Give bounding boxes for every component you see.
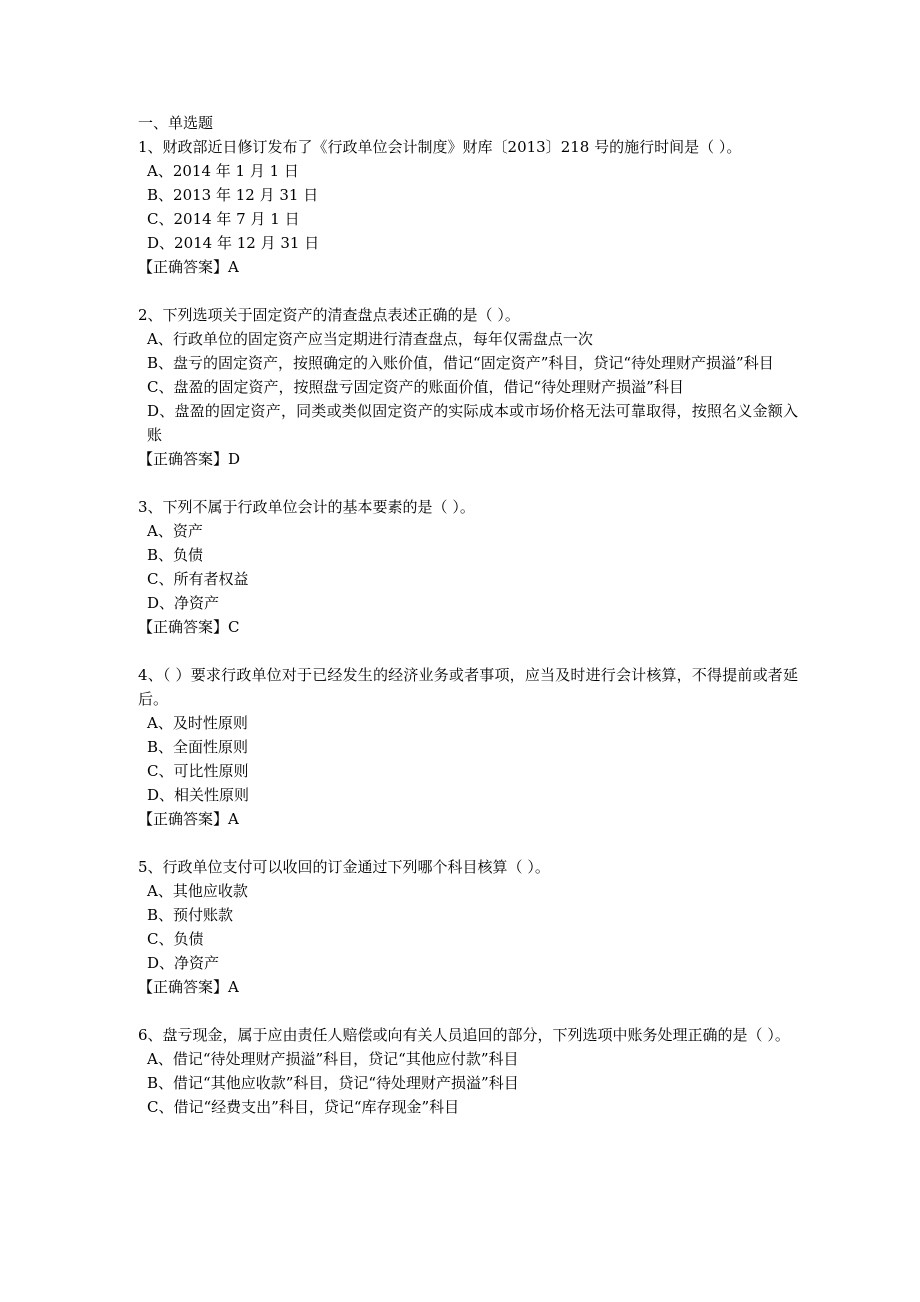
option-d: D、净资产 [147, 954, 220, 972]
option-c: C、盘盈的固定资产，按照盘亏固定资产的账面价值，借记“待处理财产损溢”科目 [147, 378, 684, 396]
option-b: B、盘亏的固定资产，按照确定的入账价值，借记“固定资产”科目，贷记“待处理财产损溢”科目 [147, 354, 774, 372]
document-page [138, 111, 798, 1119]
question-4 [138, 663, 798, 831]
option-c: C、负债 [147, 930, 204, 948]
option-b: B、2013 年 12 月 31 日 [147, 186, 319, 204]
option-a: A、资产 [147, 522, 203, 540]
question-6 [138, 1023, 798, 1119]
option-a: A、及时性原则 [147, 714, 248, 732]
option-a: A、借记“待处理财产损溢”科目，贷记“其他应付款”科目 [147, 1050, 519, 1068]
question-stem: 2、下列选项关于固定资产的清查盘点表述正确的是（ ）。 [138, 306, 520, 324]
option-b: B、借记“其他应收款”科目，贷记“待处理财产损溢”科目 [147, 1074, 519, 1092]
option-c: C、所有者权益 [147, 570, 249, 588]
option-c: C、借记“经费支出”科目，贷记“库存现金”科目 [147, 1098, 460, 1116]
correct-answer: 【正确答案】D [138, 450, 241, 468]
question-stem: 6、盘亏现金，属于应由责任人赔偿或向有关人员追回的部分，下列选项中账务处理正确的是（ ）。 [138, 1026, 790, 1044]
question-1 [138, 135, 798, 279]
question-2 [138, 303, 798, 471]
question-3 [138, 495, 798, 639]
option-a: A、其他应收款 [147, 882, 248, 900]
question-5 [138, 855, 798, 999]
option-d: D、2014 年 12 月 31 日 [147, 234, 320, 252]
option-a: A、2014 年 1 月 1 日 [147, 162, 299, 180]
question-stem: 4、（ ）要求行政单位对于已经发生的经济业务或者事项，应当及时进行会计核算，不得提前或者延后。 [138, 666, 798, 708]
option-b: B、负债 [147, 546, 204, 564]
question-stem: 1、财政部近日修订发布了《行政单位会计制度》财库〔2013〕218 号的施行时间是（ ）。 [138, 138, 742, 156]
option-d: D、净资产 [147, 594, 220, 612]
correct-answer: 【正确答案】A [138, 810, 239, 828]
correct-answer: 【正确答案】A [138, 258, 239, 276]
option-d: D、盘盈的固定资产，同类或类似固定资产的实际成本或市场价格无法可靠取得，按照名义金额入账 [147, 402, 798, 444]
option-c: C、2014 年 7 月 1 日 [147, 210, 300, 228]
correct-answer: 【正确答案】A [138, 978, 239, 996]
correct-answer: 【正确答案】C [138, 618, 240, 636]
option-c: C、可比性原则 [147, 762, 249, 780]
option-b: B、全面性原则 [147, 738, 249, 756]
option-d: D、相关性原则 [147, 786, 250, 804]
question-stem: 3、下列不属于行政单位会计的基本要素的是（ ）。 [138, 498, 475, 516]
section-title: 一、单选题 [138, 114, 214, 132]
question-stem: 5、行政单位支付可以收回的订金通过下列哪个科目核算（ ）。 [138, 858, 550, 876]
option-a: A、行政单位的固定资产应当定期进行清查盘点，每年仅需盘点一次 [147, 330, 593, 348]
option-b: B、预付账款 [147, 906, 234, 924]
